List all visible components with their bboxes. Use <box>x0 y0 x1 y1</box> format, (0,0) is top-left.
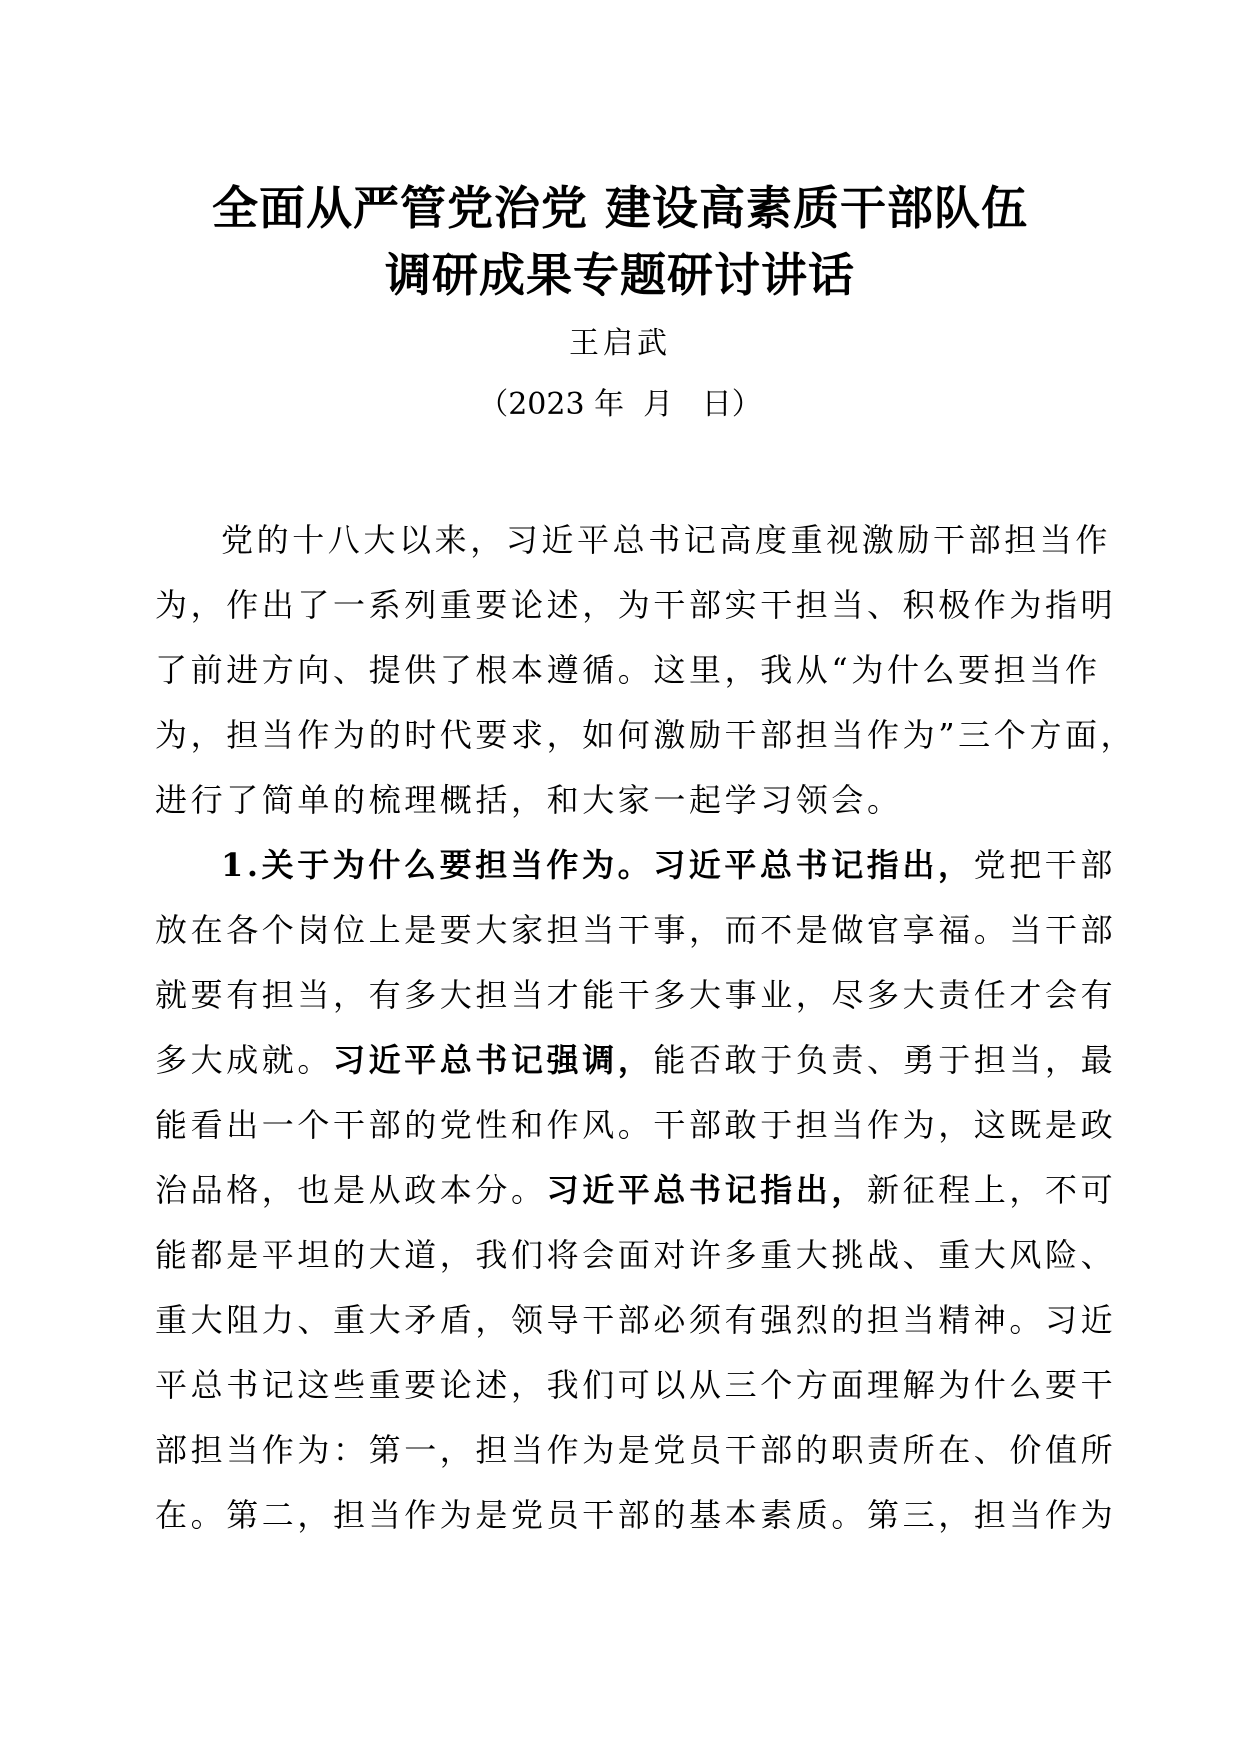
paragraph-2-line <box>155 833 1117 898</box>
paragraph-2-text: 新征程上，不可 <box>867 1171 1117 1209</box>
paragraph-2-text: 能否敢于负责、勇于担当，最 <box>653 1041 1117 1079</box>
paragraph-2-line: 能都是平坦的大道，我们将会面对许多重大挑战、重大风险、 <box>155 1236 1117 1274</box>
paragraph-2-line: 就要有担当，有多大担当才能干多大事业，尽多大责任才会有 <box>155 976 1117 1014</box>
paragraph-2-text: 治品格，也是从政本分。 <box>155 1171 547 1209</box>
title-line-2: 调研成果专题研讨讲话 <box>385 248 855 302</box>
paragraph-2-line <box>155 1028 1117 1093</box>
section-heading: 1.关于为什么要担当作为。习近平总书记指出， <box>221 846 974 884</box>
paragraph-1-line: 为，担当作为的时代要求，如何激励干部担当作为”三个方面， <box>155 716 1137 754</box>
paragraph-1 <box>155 508 1137 833</box>
paragraph-2-line: 重大阻力、重大矛盾，领导干部必须有强烈的担当精神。习近 <box>155 1301 1117 1339</box>
author: 王启武 <box>569 326 671 361</box>
paragraph-2-line: 能看出一个干部的党性和作风。干部敢于担当作为，这既是政 <box>155 1106 1117 1144</box>
paragraph-2-line: 部担当作为：第一，担当作为是党员干部的职责所在、价值所 <box>155 1431 1117 1469</box>
paragraph-2-text: 党把干部 <box>973 846 1117 884</box>
paragraph-1-line: 党的十八大以来，习近平总书记高度重视激励干部担当作 <box>221 521 1112 559</box>
paragraph-2-line: 在。第二，担当作为是党员干部的基本素质。第三，担当作为 <box>155 1496 1117 1534</box>
emphasis-text: 习近平总书记指出， <box>546 1171 868 1209</box>
emphasis-text: 习近平总书记强调， <box>333 1041 654 1079</box>
paragraph-2-line <box>155 1158 1117 1223</box>
paragraph-2-text: 多大成就。 <box>155 1041 334 1079</box>
paragraph-2-line: 平总书记这些重要论述，我们可以从三个方面理解为什么要干 <box>155 1366 1117 1404</box>
paragraph-1-line: 了前进方向、提供了根本遵循。这里，我从“为什么要担当作 <box>155 651 1101 689</box>
paragraph-1-line: 为，作出了一系列重要论述，为干部实干担当、积极作为指明 <box>155 586 1117 624</box>
paragraph-2-line: 放在各个岗位上是要大家担当干事，而不是做官享福。当干部 <box>155 911 1117 949</box>
paragraph-1-line: 进行了简单的梳理概括，和大家一起学习领会。 <box>155 781 903 819</box>
title-line-1: 全面从严管党治党 建设高素质干部队伍 <box>211 181 1028 235</box>
paragraph-2 <box>155 833 1117 1548</box>
date: （2023 年 月 日） <box>478 387 762 422</box>
